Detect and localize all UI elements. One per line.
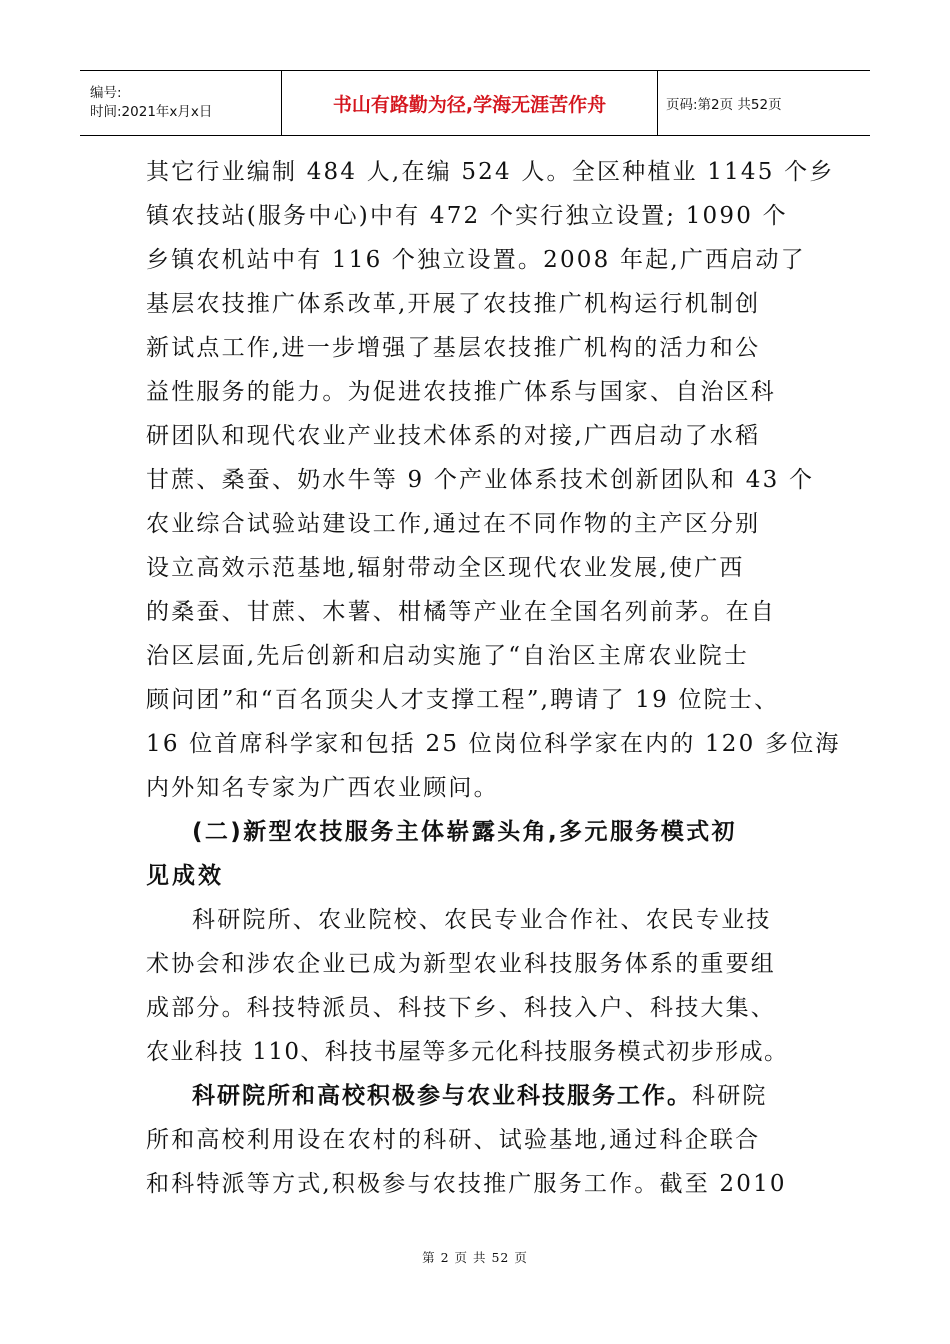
body-line: 术协会和涉农企业已成为新型农业科技服务体系的重要组 xyxy=(146,951,776,977)
body-line: 镇农技站(服务中心)中有 472 个实行独立设置; 1090 个 xyxy=(146,203,788,229)
document-body xyxy=(146,150,841,1206)
section-heading: (二)新型农技服务主体崭露头角,多元服务模式初 xyxy=(192,819,737,845)
body-line: 益性服务的能力。为促进农技推广体系与国家、自治区科 xyxy=(146,379,776,405)
paragraph-lead-line xyxy=(146,1074,806,1118)
body-line: 科研院所、农业院校、农民专业合作社、农民专业技 xyxy=(192,907,772,933)
paragraph-lead-rest: 科研院 xyxy=(692,1083,768,1109)
date-label: 时间:2021年x月x日 xyxy=(90,104,213,120)
header-meta xyxy=(80,71,282,135)
body-line: 顾问团”和“百名顶尖人才支撑工程”,聘请了 19 位院士、 xyxy=(146,687,780,713)
body-line: 成部分。科技特派员、科技下乡、科技入户、科技大集、 xyxy=(146,995,776,1021)
page-header xyxy=(80,70,870,136)
page-footer: 第 2 页 共 52 页 xyxy=(422,1250,528,1265)
body-line: 甘蔗、桑蚕、奶水牛等 9 个产业体系技术创新团队和 43 个 xyxy=(146,467,815,493)
body-line: 的桑蚕、甘蔗、木薯、柑橘等产业在全国名列前茅。在自 xyxy=(146,599,776,625)
doc-number-label: 编号: xyxy=(90,85,122,101)
paragraph-lead-bold: 科研院所和高校积极参与农业科技服务工作。 xyxy=(192,1083,692,1109)
header-page-info: 页码:第2页 共52页 xyxy=(666,97,782,113)
body-line: 设立高效示范基地,辐射带动全区现代农业发展,使广西 xyxy=(146,555,745,581)
body-line: 乡镇农机站中有 116 个独立设置。2008 年起,广西启动了 xyxy=(146,247,806,273)
header-motto: 书山有路勤为径,学海无涯苦作舟 xyxy=(282,71,658,135)
body-line: 和科特派等方式,积极参与农技推广服务工作。截至 2010 xyxy=(146,1171,787,1197)
body-line: 农业综合试验站建设工作,通过在不同作物的主产区分别 xyxy=(146,511,761,537)
section-heading-continued: 见成效 xyxy=(146,863,224,889)
body-line: 内外知名专家为广西农业顾问。 xyxy=(146,775,499,801)
body-line: 16 位首席科学家和包括 25 位岗位科学家在内的 120 多位海 xyxy=(146,731,841,757)
body-line: 其它行业编制 484 人,在编 524 人。全区种植业 1145 个乡 xyxy=(146,159,835,185)
body-line: 农业科技 110、科技书屋等多元化科技服务模式初步形成。 xyxy=(146,1039,789,1065)
body-line: 新试点工作,进一步增强了基层农技推广机构的活力和公 xyxy=(146,335,761,361)
body-line: 基层农技推广体系改革,开展了农技推广机构运行机制创 xyxy=(146,291,761,317)
body-line: 研团队和现代农业产业技术体系的对接,广西启动了水稻 xyxy=(146,423,761,449)
body-line: 所和高校利用设在农村的科研、试验基地,通过科企联合 xyxy=(146,1127,761,1153)
body-line: 治区层面,先后创新和启动实施了“自治区主席农业院士 xyxy=(146,643,750,669)
